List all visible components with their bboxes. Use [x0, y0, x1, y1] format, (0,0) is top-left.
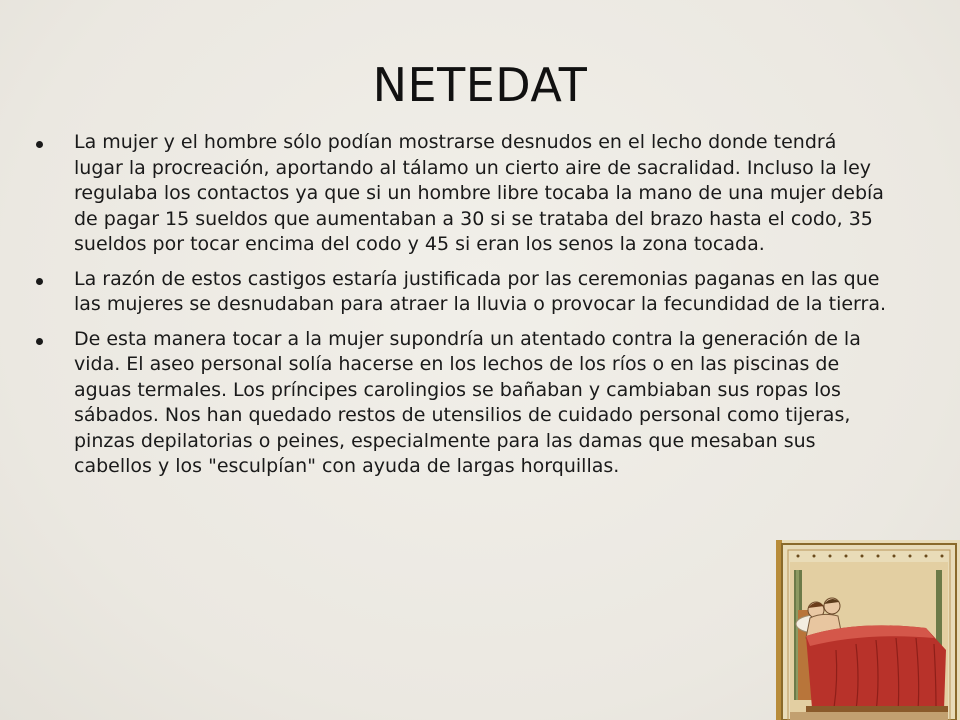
bullet-icon [36, 141, 43, 148]
bullet-list [36, 130, 886, 489]
bullet-text: La razón de estos castigos estaría justificada por las ceremonias paganas en las que las mujeres se desnudaban para atraer la lluvia o provocar la fecundidad de la tierra. [74, 267, 887, 315]
bullet-item [36, 130, 886, 258]
bullet-icon [36, 278, 43, 285]
slide-title: NETEDAT [372, 58, 588, 112]
bullet-text: La mujer y el hombre sólo podían mostrarse desnudos en el lecho donde tendrá lugar la procreación, aportando al tálamo un cierto aire de sacralidad. Incluso la ley regulaba los contactos ya que si un hombre libre tocaba la mano de una mujer debía de pagar 15 sueldos que aumentaban a 30 si se trataba del brazo hasta el codo, 35 sueldos por tocar encima del codo y 45 si eran los senos la zona tocada. [74, 131, 884, 255]
bullet-text: De esta manera tocar a la mujer supondría un atentado contra la generación de la vida. El aseo personal solía hacerse en los lechos de los ríos o en las piscinas de aguas termales. Los príncipes carolingios se bañaban y cambiaban sus ropas los sábados. Nos han quedado restos de utensilios de cuidado personal como tijeras, pinzas depilatorias o peines, especialmente para las damas que mesaban sus cabellos y los "esculpían" con ayuda de largas horquillas. [74, 327, 861, 477]
medieval-bed-miniature-image [776, 540, 960, 720]
bullet-icon [36, 338, 43, 345]
bullet-item [36, 267, 886, 318]
bullet-item [36, 327, 886, 480]
